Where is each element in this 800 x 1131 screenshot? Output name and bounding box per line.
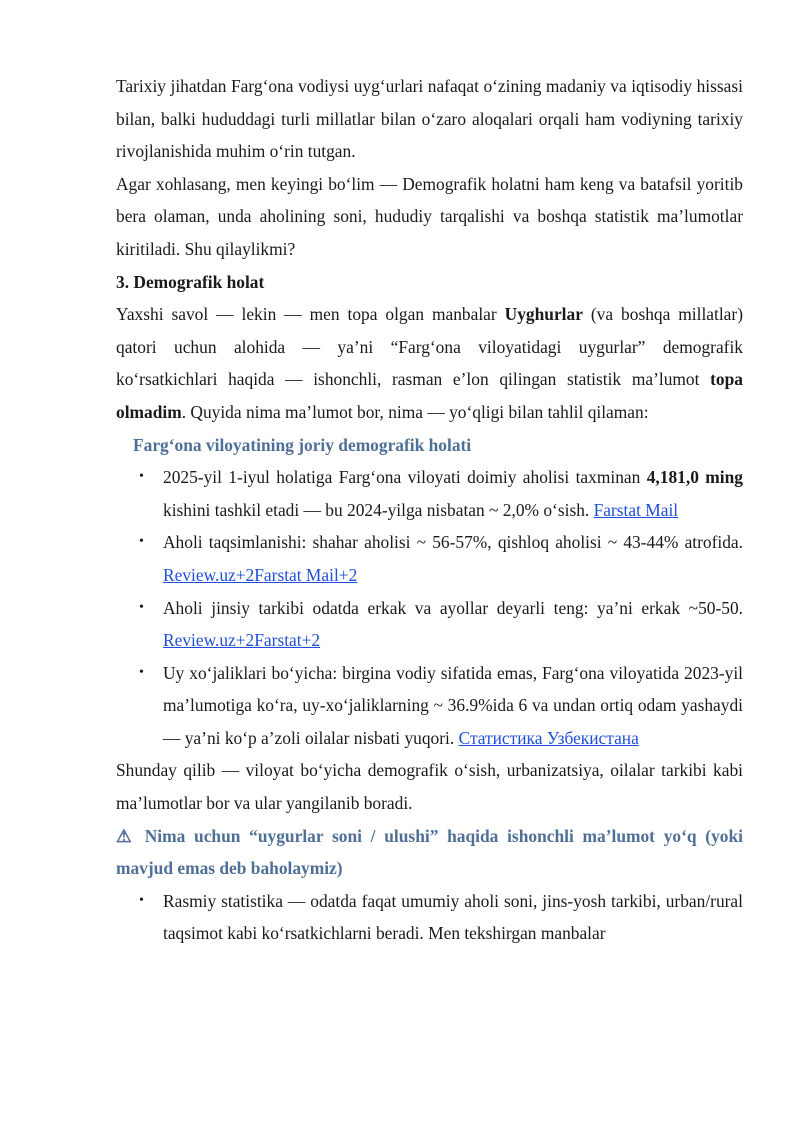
list-item: [116, 657, 743, 755]
bullet-icon: •: [139, 469, 144, 485]
text-run: (va boshqa millatlar) qatori uchun alohida — ya’ni “Farg‘ona viloyatidagi uygurlar” demografik ko‘rsatkichlari haqida — ishonchli, rasman e’lon qilingan statistik ma’lumot: [116, 304, 743, 390]
paragraph-summary: Shunday qilib — viloyat bo‘yicha demografik o‘sish, urbanizatsiya, oilalar tarkibi kabi ma’lumotlar bor va ular yangilanib boradi.: [116, 760, 743, 814]
bullet-list-warning: [116, 885, 743, 950]
source-link[interactable]: Review.uz+2Farstat+2: [163, 630, 321, 651]
bullet-list-demographics: [116, 461, 743, 754]
text-run: Yaxshi savol — lekin — men topa olgan manbalar: [116, 304, 505, 325]
paragraph-offer: Agar xohlasang, men keyingi bo‘lim — Demografik holatni ham keng va batafsil yoritib bera olaman, unda aholining soni, hududiy tarqalishi va boshqa statistik ma’lumotlar kiritiladi. Shu qilaylikmi?: [116, 173, 743, 259]
bold-run: Uyghurlar: [504, 304, 583, 325]
paragraph-history: Tarixiy jihatdan Farg‘ona vodiysi uyg‘urlari nafaqat o‘zining madaniy va iqtisodiy hissasi bilan, balki hududdagi turli millatlar bilan o‘zaro aloqalari orqali ham vodiyning tarixiy rivojlanishida muhim o‘rin tutgan.: [116, 76, 743, 162]
paragraph-intro: [116, 298, 743, 428]
list-item: [116, 461, 743, 526]
text-run: . Quyida nima ma’lumot bor, nima — yo‘qligi bilan tahlil qilaman:: [181, 401, 649, 422]
bullet-icon: •: [139, 892, 144, 908]
bold-run: 4,181,0 ming: [646, 467, 743, 488]
bullet-icon: •: [139, 664, 144, 680]
bullet-icon: •: [139, 534, 144, 550]
text-run: kishini tashkil etadi — bu 2024-yilga nisbatan ~ 2,0% o‘sish.: [163, 499, 594, 520]
source-link[interactable]: Review.uz+2Farstat Mail+2: [163, 564, 358, 585]
source-link[interactable]: Статистика Узбекистана: [458, 727, 639, 748]
warning-heading: ⚠ Nima uchun “uygurlar soni / ulushi” haqida ishonchli ma’lumot yo‘q (yoki mavjud emas deb baholaymiz): [116, 825, 743, 879]
bold-run: topa olmadim: [116, 369, 743, 422]
section-heading: 3. Demografik holat: [116, 271, 265, 292]
bullet-icon: •: [139, 599, 144, 615]
source-link[interactable]: Farstat Mail: [593, 499, 679, 520]
text-run: 2025-yil 1-iyul holatiga Farg‘ona viloyati doimiy aholisi taxminan: [163, 467, 647, 488]
list-item: [116, 592, 743, 657]
list-item: [116, 885, 743, 950]
text-run: Aholi jinsiy tarkibi odatda erkak va ayollar deyarli teng: ya’ni erkak ~50-50.: [163, 597, 743, 618]
text-run: Uy xo‘jaliklari bo‘yicha: birgina vodiy sifatida emas, Farg‘ona viloyatida 2023-yil ma’lumotiga ko‘ra, uy-xo‘jaliklarning ~ 36.9%ida 6 va undan ortiq odam yashaydi — ya’ni ko‘p a’zoli oilalar nisbati yuqori.: [163, 662, 743, 748]
list-item: [116, 526, 743, 591]
text-run: Aholi taqsimlanishi: shahar aholisi ~ 56-57%, qishloq aholisi ~ 43-44% atrofida.: [163, 532, 743, 553]
subheading-demographics: Farg‘ona viloyatining joriy demografik holati: [133, 434, 472, 455]
text-run: Rasmiy statistika — odatda faqat umumiy aholi soni, jins-yosh tarkibi, urban/rural taqsimot kabi ko‘rsatkichlarni beradi. Men tekshirgan manbalar: [163, 890, 743, 944]
